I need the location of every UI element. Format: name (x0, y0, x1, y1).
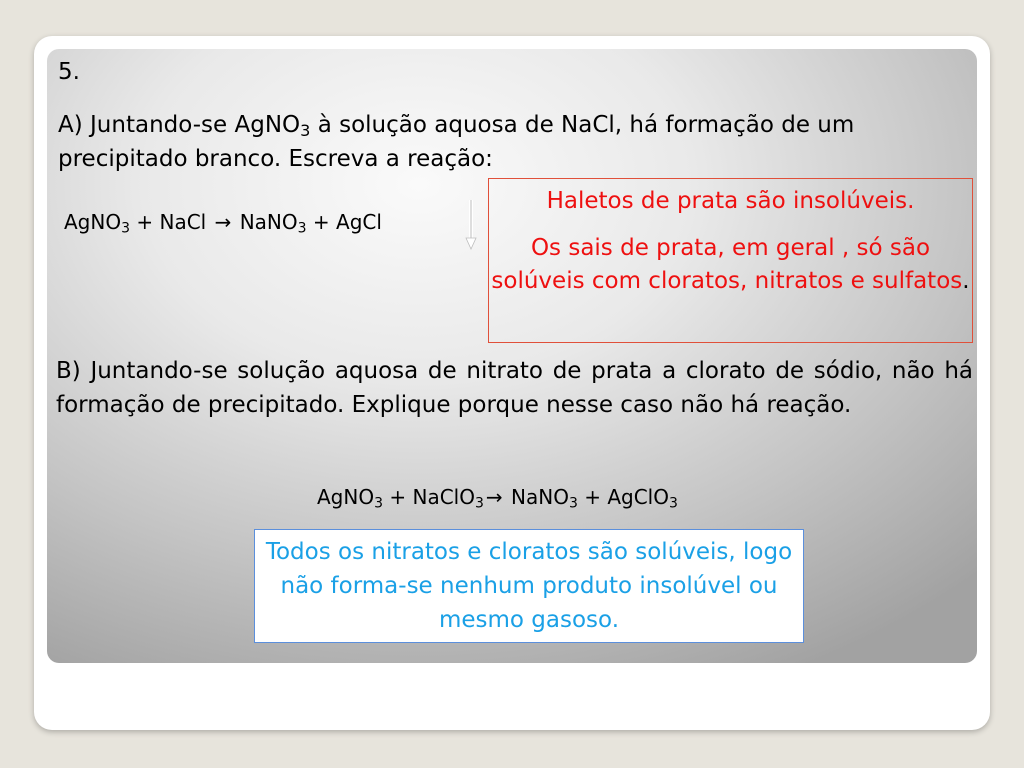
eq-b-reactant-1-sub: 3 (374, 495, 384, 512)
note-box-b: Todos os nitratos e cloratos são solúveis, logo não forma-se nenhum produto insolúvel ou mesmo gasoso. (254, 529, 804, 643)
eq-a-product-2: + AgCl (306, 210, 382, 234)
question-a-subscript: 3 (300, 121, 311, 141)
note-a-line-2-text: Os sais de prata, em geral , só são solúveis com cloratos, nitratos e sulfatos (491, 235, 963, 294)
eq-a-reactant-1: AgNO (64, 210, 122, 234)
eq-b-product-1: NaNO (504, 485, 569, 509)
note-a-period: . (962, 268, 970, 294)
question-b: B) Juntando-se solução aquosa de nitrato de prata a clorato de sódio, não há formação de precipitado. Explique porque nesse caso não há reação. (56, 358, 973, 418)
equation-b (317, 485, 678, 512)
question-a (58, 108, 958, 176)
eq-b-reactant-2: + NaClO (383, 485, 475, 509)
eq-b-product-1-sub: 3 (568, 495, 578, 512)
eq-b-reactant-1: AgNO (317, 485, 375, 509)
reaction-arrow-icon: → (214, 210, 232, 234)
note-a-line-2 (489, 232, 972, 298)
eq-a-product-1: NaNO (233, 210, 298, 234)
eq-a-reactant-1-sub: 3 (121, 220, 131, 237)
eq-b-product-2-sub: 3 (668, 495, 678, 512)
eq-a-product-1-sub: 3 (297, 220, 307, 237)
eq-a-reactant-2: + NaCl (130, 210, 213, 234)
question-a-text-2: à solução aquosa de NaCl, há formação de um precipitado branco. Escreva a reação: (58, 112, 855, 172)
question-number: 5. (58, 59, 80, 85)
question-a-text-1: A) Juntando-se AgNO (58, 112, 301, 138)
reaction-arrow-icon: → (485, 485, 503, 509)
precipitate-down-arrow-icon (464, 200, 478, 250)
note-box-a (488, 178, 973, 343)
eq-b-reactant-2-sub: 3 (474, 495, 484, 512)
note-a-line-1: Haletos de prata são insolúveis. (546, 188, 915, 214)
equation-a (64, 210, 382, 237)
eq-b-product-2: + AgClO (577, 485, 669, 509)
